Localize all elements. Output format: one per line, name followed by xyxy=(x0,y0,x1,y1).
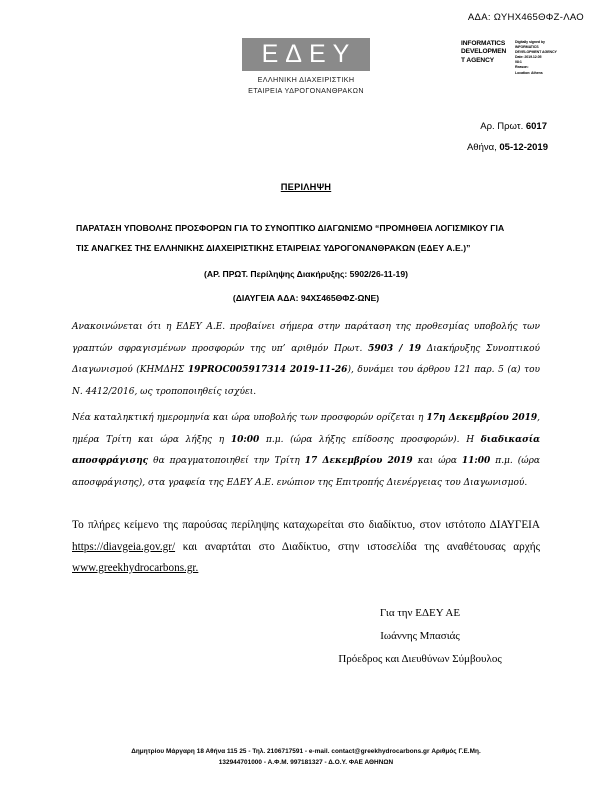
paragraph-extension-announcement xyxy=(72,317,540,403)
p2-deadline-time: 10:00 xyxy=(230,434,260,445)
p1-text-2: Διακήρυξης Συνοπτικού Διαγωνισμού (ΚΗΜΔΗΣ xyxy=(72,343,540,375)
p1-text-1: Ανακοινώνεται ότι η ΕΔΕΥ Α.Ε. προβαίνει σήμερα στην παράταση της προθεσμίας υποβολής των γραπτών σφραγισμένων προσφορών της υπ’ αριθμόν Πρωτ. xyxy=(72,322,540,354)
tender-title-line-2: ΤΙΣ ΑΝΑΓΚΕΣ ΤΗΣ ΕΛΛΗΝΙΚΗΣ ΔΙΑΧΕΙΡΙΣΤΙΚΗΣ ΕΤΑΙΡΕΙΑΣ ΥΔΡΟΓΟΝΑΝΘΡΑΚΩΝ (ΕΔΕΥ Α.Ε.)” xyxy=(76,243,471,253)
signature-block xyxy=(300,602,540,671)
p2-text-4: θα πραγματοποιηθεί την Τρίτη xyxy=(148,456,305,466)
signature-detail-line-3: DEVELOPMENT AGENCY xyxy=(515,50,557,55)
signature-detail-line-7: Location: Athens xyxy=(515,70,543,75)
p2-text-1: Νέα καταληκτική ημερομηνία και ώρα υποβολής των προσφορών ορίζεται η xyxy=(72,413,427,423)
greekhydrocarbons-link[interactable]: www.greekhydrocarbons.gr. xyxy=(72,562,199,574)
p2-unsealing-date: 17 Δεκεμβρίου 2019 xyxy=(304,456,413,466)
signature-agency-name xyxy=(461,40,511,65)
logo-subtitle-line-2: ΕΤΑΙΡΕΙΑ ΥΔΡΟΓΟΝΑΝΘΡΑΚΩΝ xyxy=(248,86,364,96)
document-date xyxy=(467,142,548,153)
logo-subtitle-line-1: ΕΛΛΗΝΙΚΗ ΔΙΑΧΕΙΡΙΣΤΙΚΗ xyxy=(257,75,355,85)
p1-text-3: ), δυνάμει του άρθρου 121 παρ. 5 (α) του Ν. 4412/2016, ως τροποποιηθείς ισχύει. xyxy=(72,365,540,397)
signature-organization: Για την ΕΔΕΥ ΑΕ xyxy=(379,607,461,619)
protocol-number xyxy=(480,121,547,132)
signature-details xyxy=(515,40,573,76)
p2-text-3: π.μ. (ώρα λήξης επίδοσης προσφορών). Η xyxy=(259,434,481,445)
p3-text-2: και αναρτάται στο Διαδίκτυο, στην ιστοσελίδα της αναθέτουσας αρχής xyxy=(175,540,540,553)
page-title: ΠΕΡΙΛΗΨΗ xyxy=(280,182,332,192)
p2-text-5: και ώρα xyxy=(412,456,462,466)
signature-agency-line-1: INFORMATICS xyxy=(461,40,506,47)
document-city-label: Αθήνα, xyxy=(466,142,497,153)
signature-person-name: Ιωάννης Μπασιάς xyxy=(380,630,460,642)
protocol-number-value: 6017 xyxy=(525,121,547,132)
document-date-value: 05-12-2019 xyxy=(499,142,548,153)
paragraph-new-deadline xyxy=(72,408,540,494)
p3-text-1: Το πλήρες κείμενο της παρούσας περίληψης καταχωρείται στο διαδίκτυο, στον ιστότοπο ΔΙΑΥΓΕΙΑ xyxy=(72,519,540,531)
ada-header-code: ΑΔΑ: ΩΥΗΧ465ΘΦΖ-ΛΑΟ xyxy=(467,12,584,23)
page-footer xyxy=(0,746,612,768)
signature-detail-line-5: 08:1 xyxy=(515,60,522,65)
signature-agency-line-2: DEVELOPMEN xyxy=(461,48,507,56)
p2-text-6: π.μ. (ώρα αποσφράγισης), στα γραφεία της ΕΔΕΥ Α.Ε. ενώπιον της Επιτροπής Διενέργειας του Διαγωνισμού. xyxy=(72,456,540,488)
p2-deadline-date: 17η Δεκεμβρίου 2019 xyxy=(426,413,538,423)
p2-unsealing-time: 11:00 xyxy=(461,456,491,466)
paragraph-publication-links xyxy=(72,515,540,580)
footer-address-line: Δημητρίου Μάργαρη 18 Αθήνα 115 25 - Τηλ. 2106717591 - e-mail. contact@greekhydrocarbons.gr Αριθμός Γ.Ε.Μη. xyxy=(131,748,481,755)
digital-signature-stamp xyxy=(461,40,573,76)
tender-reference-protocol: (ΑΡ. ΠΡΩΤ. Περίληψης Διακήρυξης: 5902/26-11-19) xyxy=(204,269,408,279)
protocol-number-label: Αρ. Πρωτ. xyxy=(480,121,524,132)
p1-protocol-number: 5903 / 19 xyxy=(368,343,422,354)
signature-detail-line-1: Digitally signed by xyxy=(515,40,545,44)
signature-detail-line-4: Date: 2019.12.05 xyxy=(515,55,542,60)
signature-person-role: Πρόεδρος και Διευθύνων Σύμβουλος xyxy=(338,653,502,665)
diavgeia-link[interactable]: https://diavgeia.gov.gr/ xyxy=(72,540,176,553)
footer-registry-line: 132944701000 - Α.Φ.Μ. 997181327 - Δ.Ο.Υ. ΦΑΕ ΑΘΗΝΩΝ xyxy=(218,759,394,766)
tender-reference-diavgeia-ada: (ΔΙΑΥΓΕΙΑ ΑΔΑ: 94ΧΣ465ΘΦΖ-ΩΝΕ) xyxy=(232,293,380,303)
p1-kimdis-code: 19PROC005917314 2019-11-26 xyxy=(187,365,348,375)
tender-title xyxy=(76,218,536,258)
signature-detail-line-2: INFORMATICS xyxy=(515,45,539,50)
tender-title-line-1: ΠΑΡΑΤΑΣΗ ΥΠΟΒΟΛΗΣ ΠΡΟΣΦΟΡΩΝ ΓΙΑ ΤΟ ΣΥΝΟΠΤΙΚΟ ΔΙΑΓΩΝΙΣΜΟ “ΠΡΟΜΗΘΕΙΑ ΛΟΓΙΣΜΙΚΟΥ ΓΙΑ xyxy=(76,223,505,233)
signature-agency-line-3: T AGENCY xyxy=(461,56,495,64)
p2-text-2: , ημέρα Τρίτη και ώρα λήξης η xyxy=(72,413,540,445)
logo-mark-edey: ΕΔΕΥ xyxy=(242,38,371,71)
signature-detail-line-6: Reason: xyxy=(515,65,529,70)
tender-reference-lines xyxy=(0,262,612,310)
logo-subtitle xyxy=(0,75,612,97)
p2-unsealing-label: διαδικασία αποσφράγισης xyxy=(72,434,540,466)
